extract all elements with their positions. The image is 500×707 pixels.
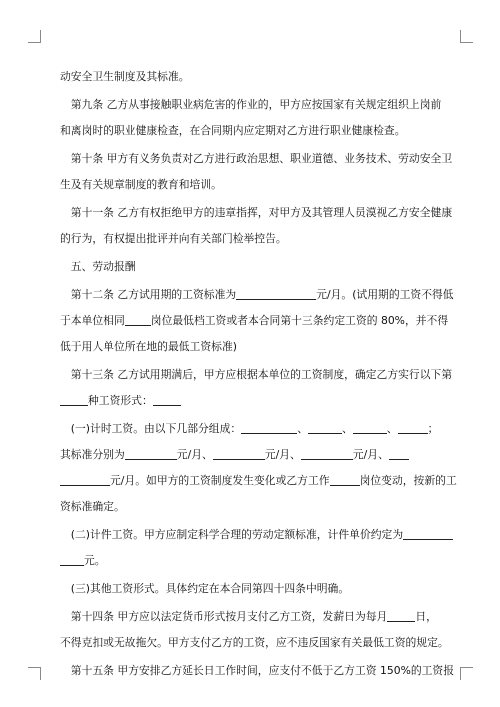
text-line: 种工资形式： — [60, 394, 445, 408]
text-line: (二)计件工资。甲方应制定科学合理的劳动定额标准，计件单价约定为 — [60, 528, 445, 542]
text-line: 动安全卫生制度及其标准。 — [60, 70, 190, 83]
crop-mark-bottom-right — [460, 667, 473, 680]
text-line: 第十一条 乙方有权拒绝甲方的违章指挥，对甲方及其管理人员漠视乙方安全健康 — [60, 206, 453, 219]
blank-field — [241, 422, 297, 434]
text-line: 资标准确定。 — [60, 500, 125, 513]
section-heading: 五、劳动报酬 — [60, 260, 136, 273]
text-line: 第十条 甲方有义务负责对乙方进行政治思想、职业道德、业务技术、劳动安全卫 — [60, 152, 453, 165]
blank-field — [125, 314, 151, 326]
text-line: (一)计时工资。由以下几部分组成： 、 、 、 ； — [60, 422, 439, 435]
blank-field — [353, 422, 387, 434]
crop-mark-top-left — [28, 30, 41, 43]
text-line: 不得克扣或无故拖欠。甲方支付乙方的工资，应不违反国家有关最低工资的规定。 — [60, 636, 449, 649]
blank-field — [389, 448, 409, 460]
text-line: 元。 — [60, 554, 445, 568]
text-line: 和离岗时的职业健康检查，在合同期内应定期对乙方进行职业健康检查。 — [60, 124, 406, 137]
crop-mark-bottom-left — [28, 667, 41, 680]
blank-field — [60, 394, 88, 406]
text-line: 第十三条 乙方试用期满后，甲方应根据本单位的工资制度，确定乙方实行以下第 — [60, 368, 453, 381]
blank-field — [403, 528, 453, 540]
blank-field — [308, 422, 342, 434]
blank-field — [153, 394, 181, 406]
text-line: 第十二条 乙方试用期的工资标准为 元/月。(试用期的工资不得低 — [60, 288, 454, 301]
text-line: 其标准分别为 元/月、 元/月、 元/月、 — [60, 448, 445, 462]
text-line: 的行为，有权提出批评并向有关部门检举控告。 — [60, 232, 287, 245]
text-line: 元/月。如甲方的工资制度发生变化或乙方工作 岗位变动，按新的工 — [60, 474, 445, 488]
blank-field — [301, 448, 353, 460]
blank-field — [60, 554, 84, 566]
text-line: 于本单位相同 岗位最低档工资或者本合同第十三条约定工资的 80%，并不得 — [60, 314, 449, 327]
crop-mark-top-right — [460, 30, 473, 43]
text-line: 第十四条 甲方应以法定货币形式按月支付乙方工资，发薪日为每月 日， — [60, 610, 437, 623]
blank-field — [330, 474, 360, 486]
blank-field — [236, 288, 316, 300]
text-line: 第九条 乙方从事接触职业病危害的作业的，甲方应按国家有关规定组织上岗前 — [60, 98, 442, 111]
blank-field — [213, 448, 265, 460]
text-line: 低于用人单位所在地的最低工资标准) — [60, 340, 237, 353]
text-line: 生及有关规章制度的教育和培训。 — [60, 178, 222, 191]
text-line: (三)其他工资形式。具体约定在本合同第四十四条中明确。 — [60, 582, 350, 595]
blank-field — [387, 610, 415, 622]
text-line: 第十五条 甲方安排乙方延长日工作时间，应支付不低于乙方工资 150%的工资报 — [60, 664, 455, 677]
blank-field — [398, 422, 428, 434]
blank-field — [60, 474, 110, 486]
blank-field — [125, 448, 177, 460]
